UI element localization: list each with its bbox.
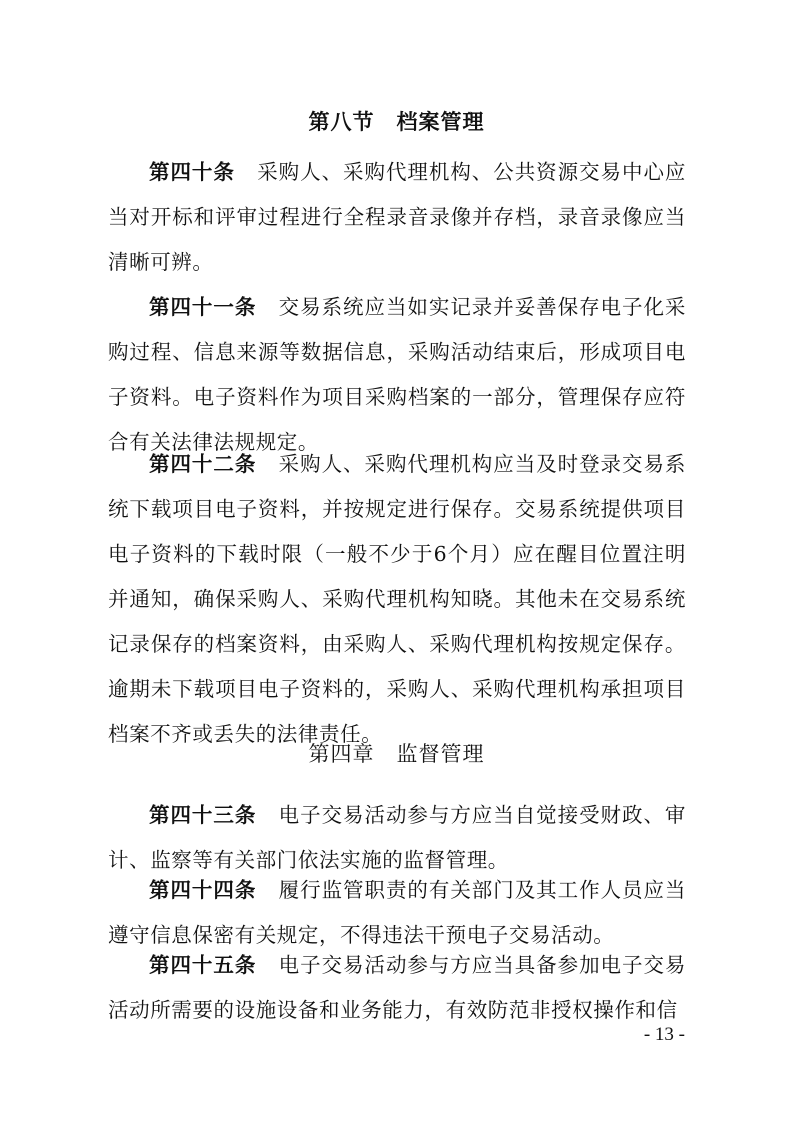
article-label: 第四十四条 (149, 878, 257, 902)
article-text: 采购人、采购代理机构、公共资源交易中心应当对开标和评审过程进行全程录音录像并存档，录音录像应当清晰可辨。 (108, 160, 687, 274)
page-number: - 13 - (643, 1024, 685, 1045)
article-text: 交易系统应当如实记录并妥善保存电子化采购过程、信息来源等数据信息，采购活动结束后，形成项目电子资料。电子资料作为项目采购档案的一部分，管理保存应符合有关法律法规规定。 (108, 295, 686, 454)
article-40 (108, 150, 686, 285)
chapter-heading: 第四章 监督管理 (308, 742, 485, 766)
section-heading: 第八节 档案管理 (308, 109, 485, 134)
article-label: 第四十五条 (149, 953, 257, 977)
article-label: 第四十条 (149, 160, 235, 184)
article-text: 采购人、采购代理机构应当及时登录交易系统下载项目电子资料，并按规定进行保存。交易系统提供项目电子资料的下载时限（一般不少于6个月）应在醒目位置注明并通知，确保采购人、采购代理机构知晓。其他未在交易系统记录保存的档案资料，由采购人、采购代理机构按规定保存。逾期未下载项目电子资料的，采购人、采购代理机构承担项目档案不齐或丢失的法律责任。 (108, 452, 686, 746)
article-text: 履行监管职责的有关部门及其工作人员应当遵守信息保密有关规定，不得违法干预电子交易活动。 (108, 878, 686, 947)
article-label: 第四十二条 (149, 452, 257, 476)
article-42 (108, 442, 686, 757)
article-text: 电子交易活动参与方应当具备参加电子交易活动所需要的设施设备和业务能力，有效防范非授权操作和信 (108, 953, 686, 1022)
article-41 (108, 285, 686, 465)
article-45 (108, 943, 686, 1033)
article-label: 第四十一条 (149, 295, 257, 319)
article-text: 电子交易活动参与方应当自觉接受财政、审计、监察等有关部门依法实施的监督管理。 (108, 803, 686, 872)
article-label: 第四十三条 (149, 803, 257, 827)
